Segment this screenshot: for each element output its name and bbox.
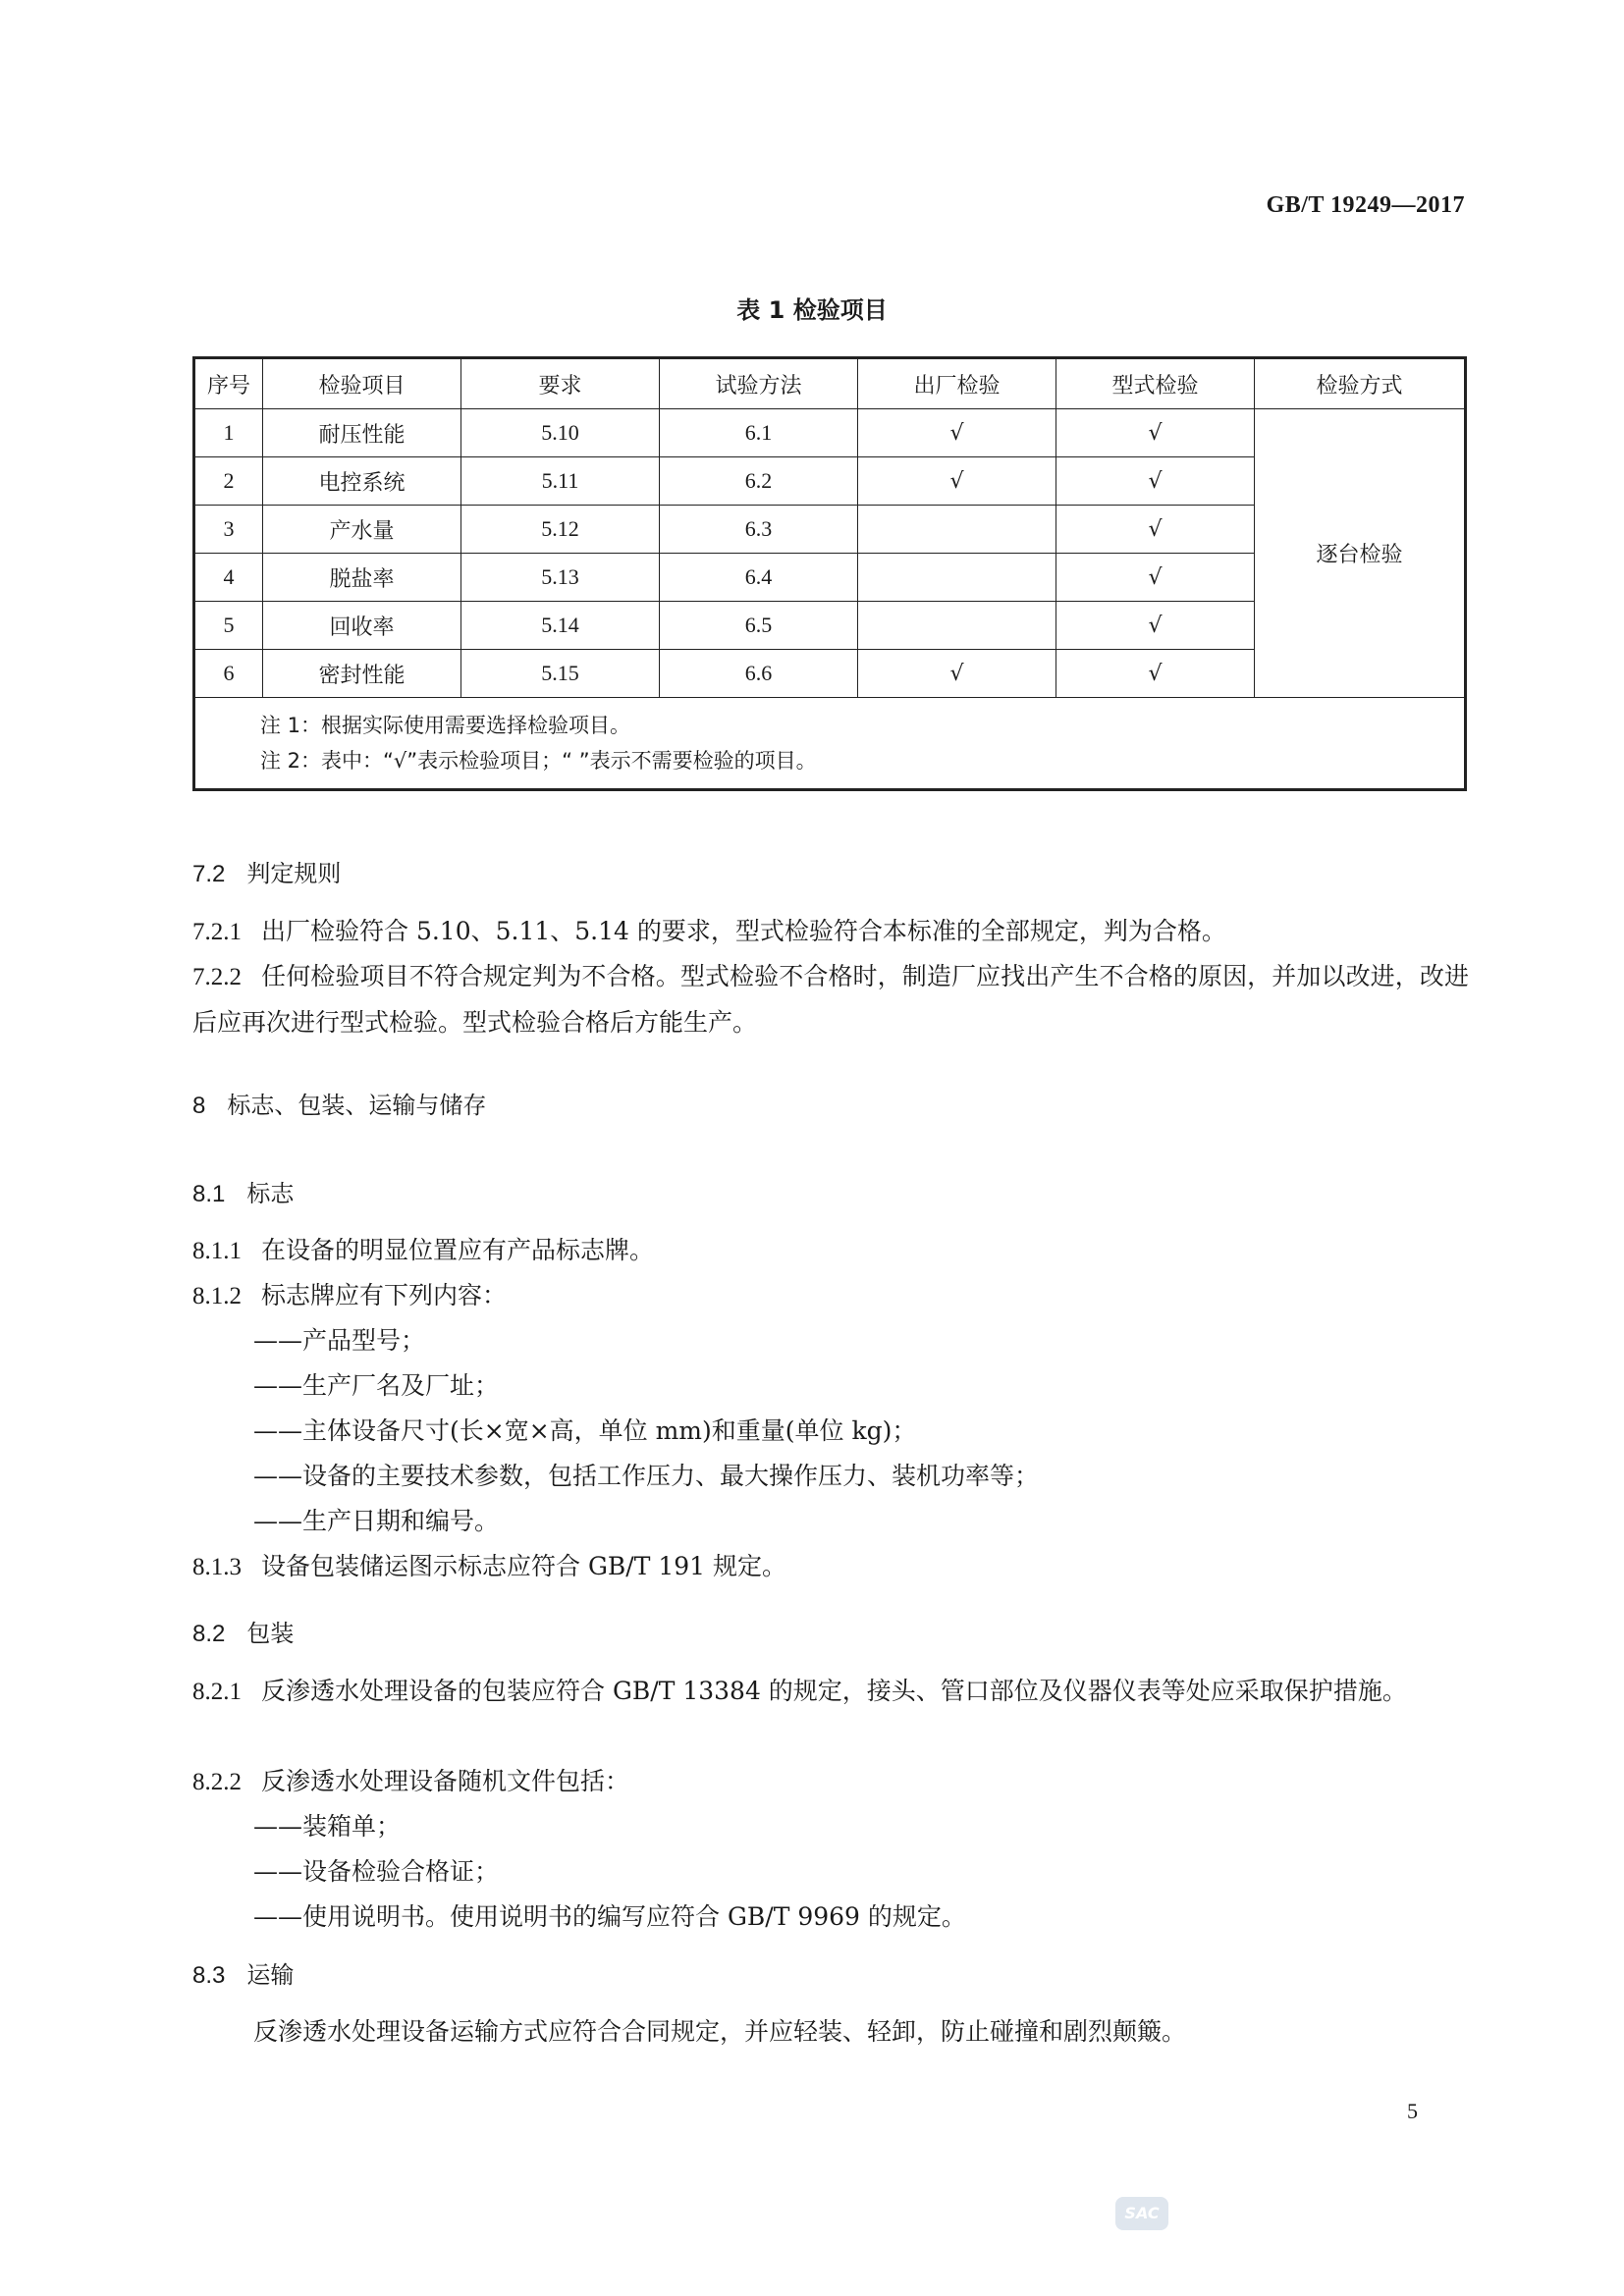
list-item: —— 生产厂名及厂址； bbox=[253, 1363, 1039, 1409]
cell-type-check: √ bbox=[1056, 554, 1255, 602]
clause-7-2-2 bbox=[192, 954, 1469, 1045]
cell-requirement: 5.11 bbox=[461, 457, 660, 506]
cell-test-method: 6.5 bbox=[660, 602, 858, 650]
page-number: 5 bbox=[1407, 2099, 1418, 2123]
col-header-factory-inspection: 出厂检验 bbox=[858, 358, 1056, 409]
cell-requirement: 5.10 bbox=[461, 409, 660, 457]
clause-text: 在设备的明显位置应有产品标志牌。 bbox=[261, 1236, 655, 1264]
clause-8-2-1 bbox=[192, 1669, 1469, 1715]
cell-no: 3 bbox=[194, 506, 263, 554]
section-number: 8.2 bbox=[192, 1621, 226, 1647]
list-item: —— 装箱单； bbox=[253, 1804, 966, 1849]
section-number: 8.1 bbox=[192, 1181, 226, 1207]
clause-text: 标志牌应有下列内容： bbox=[261, 1281, 508, 1309]
clause-number: 8.2.2 bbox=[192, 1769, 242, 1795]
cell-test-method: 6.2 bbox=[660, 457, 858, 506]
col-header-item: 检验项目 bbox=[263, 358, 461, 409]
section-title: 运输 bbox=[246, 1961, 295, 1989]
cell-item: 产水量 bbox=[263, 506, 461, 554]
list-item: —— 使用说明书。使用说明书的编写应符合 GB/T 9969 的规定。 bbox=[253, 1895, 966, 1940]
cell-requirement: 5.14 bbox=[461, 602, 660, 650]
cell-item: 耐压性能 bbox=[263, 409, 461, 457]
cell-requirement: 5.13 bbox=[461, 554, 660, 602]
table-header-row bbox=[194, 358, 1466, 409]
cell-factory-check bbox=[858, 554, 1056, 602]
clause-8-2-2 bbox=[192, 1759, 1469, 1805]
cell-type-check: √ bbox=[1056, 650, 1255, 698]
clause-8-1-1 bbox=[192, 1228, 1469, 1274]
section-number: 8 bbox=[192, 1093, 206, 1119]
table-caption: 表 1 检验项目 bbox=[736, 296, 888, 324]
table-notes-row bbox=[194, 698, 1466, 790]
clause-8-1-2 bbox=[192, 1273, 1469, 1319]
cell-no: 1 bbox=[194, 409, 263, 457]
clause-7-2-1 bbox=[192, 909, 1469, 955]
cell-type-check: √ bbox=[1056, 457, 1255, 506]
clause-number: 8.1.2 bbox=[192, 1283, 242, 1309]
section-title: 标志、包装、运输与储存 bbox=[227, 1092, 487, 1119]
cell-item: 脱盐率 bbox=[263, 554, 461, 602]
cell-no: 5 bbox=[194, 602, 263, 650]
cell-test-method: 6.3 bbox=[660, 506, 858, 554]
col-header-no: 序号 bbox=[194, 358, 263, 409]
table-notes bbox=[194, 698, 1466, 790]
cell-no: 2 bbox=[194, 457, 263, 506]
cell-test-method: 6.6 bbox=[660, 650, 858, 698]
section-title: 包装 bbox=[246, 1620, 295, 1647]
cell-test-method: 6.4 bbox=[660, 554, 858, 602]
section-8-2-heading bbox=[192, 1614, 1469, 1648]
list-item: —— 主体设备尺寸(长×宽×高，单位 mm)和重量(单位 kg)； bbox=[253, 1409, 1039, 1454]
cell-factory-check: √ bbox=[858, 457, 1056, 506]
section-8-3-heading bbox=[192, 1955, 1469, 1990]
cell-inspection-mode: 逐台检验 bbox=[1255, 409, 1466, 698]
cell-requirement: 5.12 bbox=[461, 506, 660, 554]
col-header-requirement: 要求 bbox=[461, 358, 660, 409]
cell-factory-check bbox=[858, 506, 1056, 554]
table-row bbox=[194, 409, 1466, 457]
section-title: 判定规则 bbox=[246, 860, 342, 887]
inspection-table bbox=[192, 356, 1467, 791]
cell-requirement: 5.15 bbox=[461, 650, 660, 698]
cell-type-check: √ bbox=[1056, 409, 1255, 457]
sac-logo-icon: SAC bbox=[1115, 2197, 1168, 2230]
clause-number: 8.1.1 bbox=[192, 1238, 242, 1264]
section-7-2-heading bbox=[192, 854, 1469, 888]
clause-8-1-3 bbox=[192, 1544, 1469, 1590]
clause-number: 7.2.2 bbox=[192, 964, 242, 990]
col-header-test-method: 试验方法 bbox=[660, 358, 858, 409]
cell-no: 6 bbox=[194, 650, 263, 698]
cell-factory-check: √ bbox=[858, 409, 1056, 457]
clause-text: 出厂检验符合 5.10、5.11、5.14 的要求，型式检验符合本标准的全部规定，判为合格。 bbox=[261, 917, 1226, 945]
list-item: —— 产品型号； bbox=[253, 1318, 1039, 1363]
list-item: —— 生产日期和编号。 bbox=[253, 1499, 1039, 1544]
cell-factory-check: √ bbox=[858, 650, 1056, 698]
clause-8-3-text: 反渗透水处理设备运输方式应符合合同规定，并应轻装、轻卸，防止碰撞和剧烈颠簸。 bbox=[253, 2017, 1187, 2046]
marking-content-list bbox=[253, 1318, 1039, 1544]
cell-test-method: 6.1 bbox=[660, 409, 858, 457]
cell-item: 电控系统 bbox=[263, 457, 461, 506]
standard-code: GB/T 19249—2017 bbox=[1266, 192, 1465, 218]
clause-number: 8.2.1 bbox=[192, 1679, 242, 1705]
section-8-heading bbox=[192, 1086, 1469, 1120]
clause-text: 任何检验项目不符合规定判为不合格。型式检验不合格时，制造厂应找出产生不合格的原因，并加以改进，改进后应再次进行型式检验。型式检验合格后方能生产。 bbox=[192, 962, 1469, 1037]
section-title: 标志 bbox=[246, 1180, 295, 1207]
section-number: 8.3 bbox=[192, 1962, 226, 1989]
list-item: —— 设备检验合格证； bbox=[253, 1849, 966, 1895]
cell-no: 4 bbox=[194, 554, 263, 602]
col-header-inspection-mode: 检验方式 bbox=[1255, 358, 1466, 409]
clause-number: 7.2.1 bbox=[192, 919, 242, 945]
clause-number: 8.1.3 bbox=[192, 1554, 242, 1580]
cell-item: 回收率 bbox=[263, 602, 461, 650]
clause-text: 反渗透水处理设备随机文件包括： bbox=[261, 1767, 630, 1795]
cell-type-check: √ bbox=[1056, 602, 1255, 650]
table-note-2: 注 2：表中：“√”表示检验项目；“ ”表示不需要检验的项目。 bbox=[260, 749, 817, 773]
section-number: 7.2 bbox=[192, 861, 226, 887]
documents-list bbox=[253, 1804, 966, 1940]
clause-text: 设备包装储运图示标志应符合 GB/T 191 规定。 bbox=[261, 1552, 786, 1580]
cell-item: 密封性能 bbox=[263, 650, 461, 698]
cell-type-check: √ bbox=[1056, 506, 1255, 554]
col-header-type-inspection: 型式检验 bbox=[1056, 358, 1255, 409]
table-note-1: 注 1：根据实际使用需要选择检验项目。 bbox=[260, 714, 631, 737]
cell-factory-check bbox=[858, 602, 1056, 650]
list-item: —— 设备的主要技术参数，包括工作压力、最大操作压力、装机功率等； bbox=[253, 1454, 1039, 1499]
section-8-1-heading bbox=[192, 1174, 1469, 1208]
clause-text: 反渗透水处理设备的包装应符合 GB/T 13384 的规定，接头、管口部位及仪器仪表等处应采取保护措施。 bbox=[261, 1677, 1407, 1705]
